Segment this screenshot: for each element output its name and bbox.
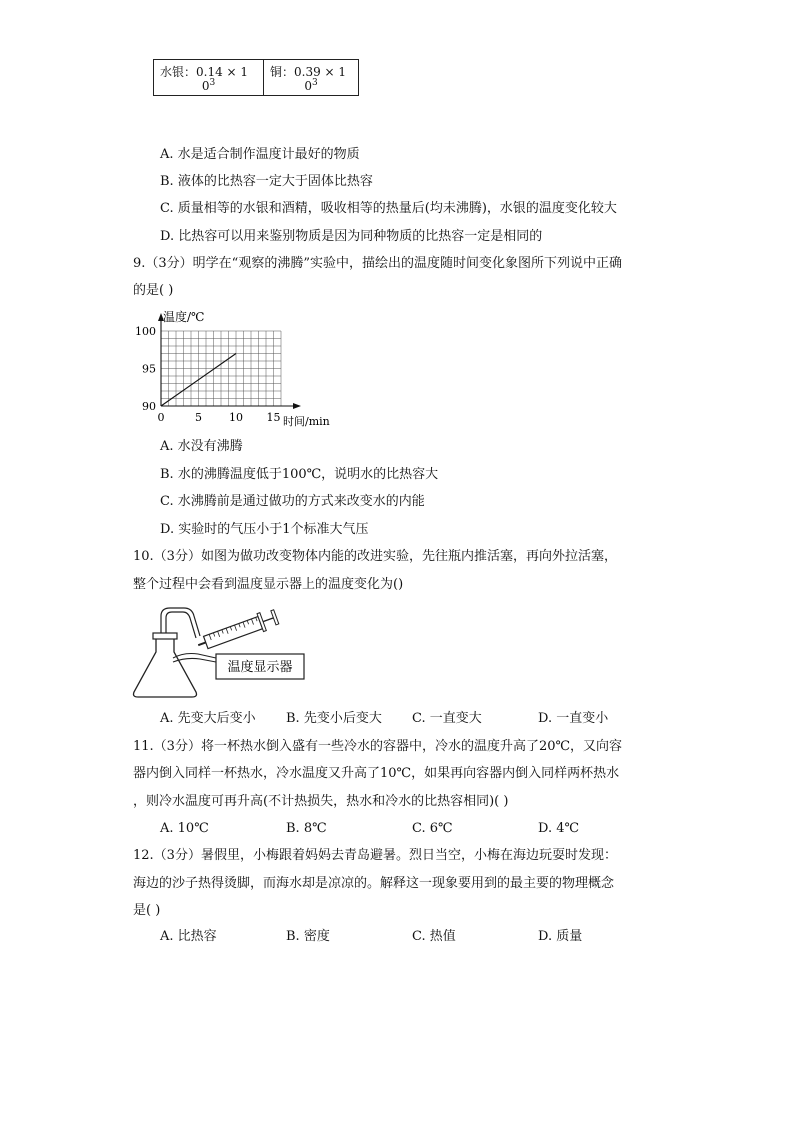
q11-stem-line2: 器内倒入同样一杯热水，冷水温度又升高了10℃，如果再向容器内倒入同样两杯热水 <box>133 766 620 781</box>
q11-option-d: D. 4℃ <box>538 821 580 836</box>
temperature-time-chart <box>125 305 355 430</box>
q8-option-c: C. 质量相等的水银和酒精，吸收相等的热量后(均未沸腾)，水银的温度变化较大 <box>160 201 617 216</box>
cell-text-cont: $0^3$ <box>201 78 216 93</box>
table-cell-copper <box>264 60 358 95</box>
x-tick-label: 0 <box>157 411 165 424</box>
q9-option-b: B. 水的沸腾温度低于100℃，说明水的比热容大 <box>160 467 439 482</box>
q9-stem-line2: 的是( ) <box>133 283 174 298</box>
q10-option-a: A. 先变大后变小 <box>160 711 256 726</box>
q12-option-d: D. 质量 <box>538 929 583 944</box>
q12-option-a: A. 比热容 <box>160 929 217 944</box>
q12-option-c: C. 热值 <box>412 929 456 944</box>
q8-option-a: A. 水是适合制作温度计最好的物质 <box>160 147 360 162</box>
y-tick-label: 90 <box>142 400 156 413</box>
cell-text-cont: $0^3$ <box>304 78 318 93</box>
cell-text: 水银：0.14 × 1 <box>160 65 249 79</box>
q12-stem-line2: 海边的沙子热得烫脚，而海水却是凉凉的。解释这一现象要用到的最主要的物理概念 <box>133 876 615 891</box>
syringe <box>195 608 279 654</box>
q9-option-d: D. 实验时的气压小于1个标准大气压 <box>160 522 369 537</box>
q10-stem-line1: 10.（3分）如图为做功改变物体内能的改进实验，先往瓶内推活塞，再向外拉活塞， <box>133 549 617 564</box>
sensor-wire <box>173 654 216 659</box>
y-tick-label: 95 <box>142 362 156 376</box>
q11-stem-line1: 11.（3分）将一杯热水倒入盛有一些冷水的容器中，冷水的温度升高了20℃，又向容 <box>133 739 623 754</box>
q12-stem-line1: 12.（3分）暑假里，小梅跟着妈妈去青岛避暑。烈日当空，小梅在海边玩耍时发现： <box>133 848 617 863</box>
q10-option-d: D. 一直变小 <box>538 711 609 726</box>
q11-stem-line3: ，则冷水温度可再升高(不计热损失，热水和冷水的比热容相同)( ) <box>133 794 509 809</box>
flask-stopper <box>153 633 177 639</box>
q10-stem-line2: 整个过程中会看到温度显示器上的温度变化为() <box>133 577 404 592</box>
flask-syringe-diagram <box>126 600 316 700</box>
chart-x-axis-label: 时间/min <box>283 415 330 428</box>
q8-option-d: D. 比热容可以用来鉴别物质是因为同种物质的比热容一定是相同的 <box>160 229 543 244</box>
y-tick-label: 100 <box>135 325 156 338</box>
q9-option-c: C. 水沸腾前是通过做功的方式来改变水的内能 <box>160 494 425 509</box>
q10-option-c: C. 一直变大 <box>412 711 482 726</box>
specific-heat-table <box>153 59 359 96</box>
q9-stem-line1: 9.（3分）明学在“观察的沸腾”实验中，描绘出的温度随时间变化象图所下列说中正确 <box>133 256 622 271</box>
q11-option-c: C. 6℃ <box>412 821 453 836</box>
q12-stem-line3: 是( ) <box>133 903 161 918</box>
x-tick-label: 5 <box>195 411 202 424</box>
flask <box>134 638 197 697</box>
q8-option-b: B. 液体的比热容一定大于固体比热容 <box>160 174 373 189</box>
temperature-display-label: 温度显示器 <box>227 660 293 675</box>
q10-option-b: B. 先变小后变大 <box>286 711 382 726</box>
x-tick-label: 15 <box>266 411 281 424</box>
chart-y-axis-label: 温度/℃ <box>163 310 205 324</box>
chart-grid <box>161 331 281 406</box>
q12-option-b: B. 密度 <box>286 929 330 944</box>
cell-text: 铜：0.39 × 1 <box>270 65 347 79</box>
q11-option-b: B. 8℃ <box>286 821 327 836</box>
x-tick-label: 10 <box>229 411 243 424</box>
q11-option-a: A. 10℃ <box>160 821 209 836</box>
q9-option-a: A. 水没有沸腾 <box>160 439 243 454</box>
x-axis-arrow <box>293 403 301 409</box>
table-cell-mercury <box>154 60 264 95</box>
